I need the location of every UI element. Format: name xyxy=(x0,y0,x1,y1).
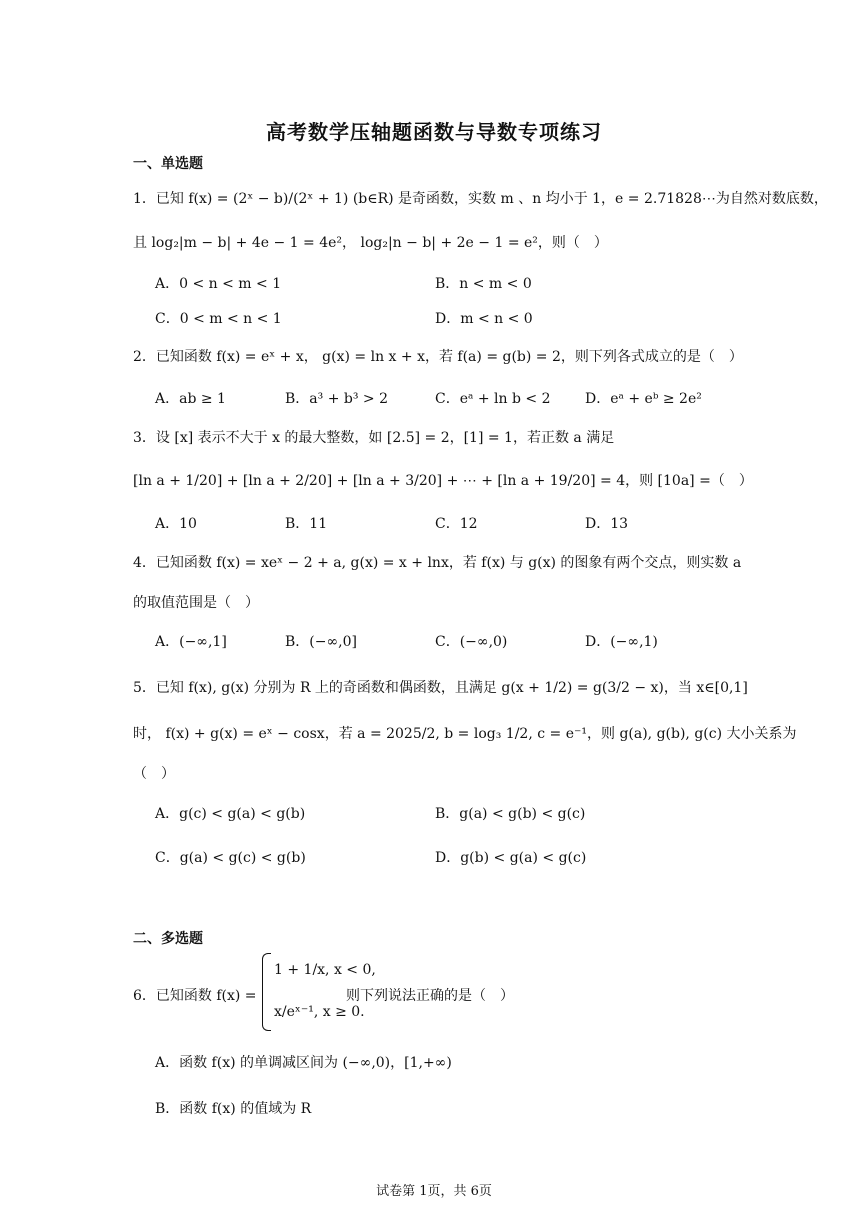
q6-case2: x/eˣ⁻¹, x ≥ 0. xyxy=(274,1004,365,1020)
q6-case1: 1 + 1/x, x < 0, xyxy=(274,962,376,978)
section-single-choice: 一、单选题 xyxy=(133,156,203,172)
q4-option-c[interactable]: C．(−∞,0) xyxy=(435,634,508,650)
q5-line2: 时， f(x) + g(x) = eˣ − cosx，若 a = 2025/2, b = log₃ 1/2, c = e⁻¹，则 g(a), g(b), g(c) 大小关系为 xyxy=(133,726,797,742)
q5-option-a[interactable]: A．g(c) < g(a) < g(b) xyxy=(155,806,306,822)
q3-option-a[interactable]: A．10 xyxy=(155,516,197,532)
q1-option-a[interactable]: A．0 < n < m < 1 xyxy=(155,276,282,292)
q1-line2: 且 log₂|m − b| + 4e − 1 = 4e²， log₂|n − b| + 2e − 1 = e²，则（ ） xyxy=(133,235,608,251)
q2-option-d[interactable]: D．eᵃ + eᵇ ≥ 2e² xyxy=(585,391,702,407)
q4-line2: 的取值范围是（ ） xyxy=(133,595,259,611)
q4-line1: 4．已知函数 f(x) = xeˣ − 2 + a, g(x) = x + lnx，若 f(x) 与 g(x) 的图象有两个交点，则实数 a xyxy=(133,555,742,571)
q5-line3: （ ） xyxy=(133,766,175,782)
q2-line1: 2．已知函数 f(x) = eˣ + x， g(x) = ln x + x，若 f(a) = g(b) = 2，则下列各式成立的是（ ） xyxy=(133,349,743,365)
page-footer: 试卷第 1页，共 6页 xyxy=(376,1184,492,1199)
q1-line1: 1．已知 f(x) = (2ˣ − b)/(2ˣ + 1) (b∈R) 是奇函数，实数 m 、n 均小于 1，e = 2.71828⋯为自然对数底数， xyxy=(133,191,828,207)
q2-option-c[interactable]: C．eᵃ + ln b < 2 xyxy=(435,391,551,407)
q6-option-a[interactable]: A．函数 f(x) 的单调减区间为 (−∞,0)，[1,+∞) xyxy=(155,1055,452,1071)
q6-option-b[interactable]: B．函数 f(x) 的值域为 R xyxy=(155,1101,312,1117)
section-multi-choice: 二、多选题 xyxy=(133,931,203,947)
q3-option-d[interactable]: D．13 xyxy=(585,516,629,532)
q5-option-b[interactable]: B．g(a) < g(b) < g(c) xyxy=(435,806,586,822)
q5-option-d[interactable]: D．g(b) < g(a) < g(c) xyxy=(435,850,587,866)
q3-option-b[interactable]: B．11 xyxy=(285,516,328,532)
q1-option-d[interactable]: D．m < n < 0 xyxy=(435,311,533,327)
q3-line2: [ln a + 1/20] + [ln a + 2/20] + [ln a + 3/20] + ⋯ + [ln a + 19/20] = 4，则 [10a] =（ ） xyxy=(133,473,753,489)
q3-option-c[interactable]: C．12 xyxy=(435,516,478,532)
q4-option-d[interactable]: D．(−∞,1) xyxy=(585,634,658,650)
q4-option-a[interactable]: A．(−∞,1] xyxy=(155,634,227,650)
q1-option-c[interactable]: C．0 < m < n < 1 xyxy=(155,311,282,327)
piecewise-brace xyxy=(262,953,271,1031)
q1-option-b[interactable]: B．n < m < 0 xyxy=(435,276,532,292)
q6-prefix: 6．已知函数 f(x) = xyxy=(133,988,257,1004)
q2-option-b[interactable]: B．a³ + b³ > 2 xyxy=(285,391,388,407)
q5-option-c[interactable]: C．g(a) < g(c) < g(b) xyxy=(155,850,306,866)
q4-option-b[interactable]: B．(−∞,0] xyxy=(285,634,357,650)
page-title: 高考数学压轴题函数与导数专项练习 xyxy=(266,120,602,144)
q3-line1: 3．设 [x] 表示不大于 x 的最大整数，如 [2.5] = 2，[1] = 1，若正数 a 满足 xyxy=(133,430,615,446)
q6-suffix: 则下列说法正确的是（ ） xyxy=(346,988,514,1004)
q2-option-a[interactable]: A．ab ≥ 1 xyxy=(155,391,226,407)
q5-line1: 5．已知 f(x), g(x) 分别为 R 上的奇函数和偶函数，且满足 g(x + 1/2) = g(3/2 − x)，当 x∈[0,1] xyxy=(133,680,748,696)
